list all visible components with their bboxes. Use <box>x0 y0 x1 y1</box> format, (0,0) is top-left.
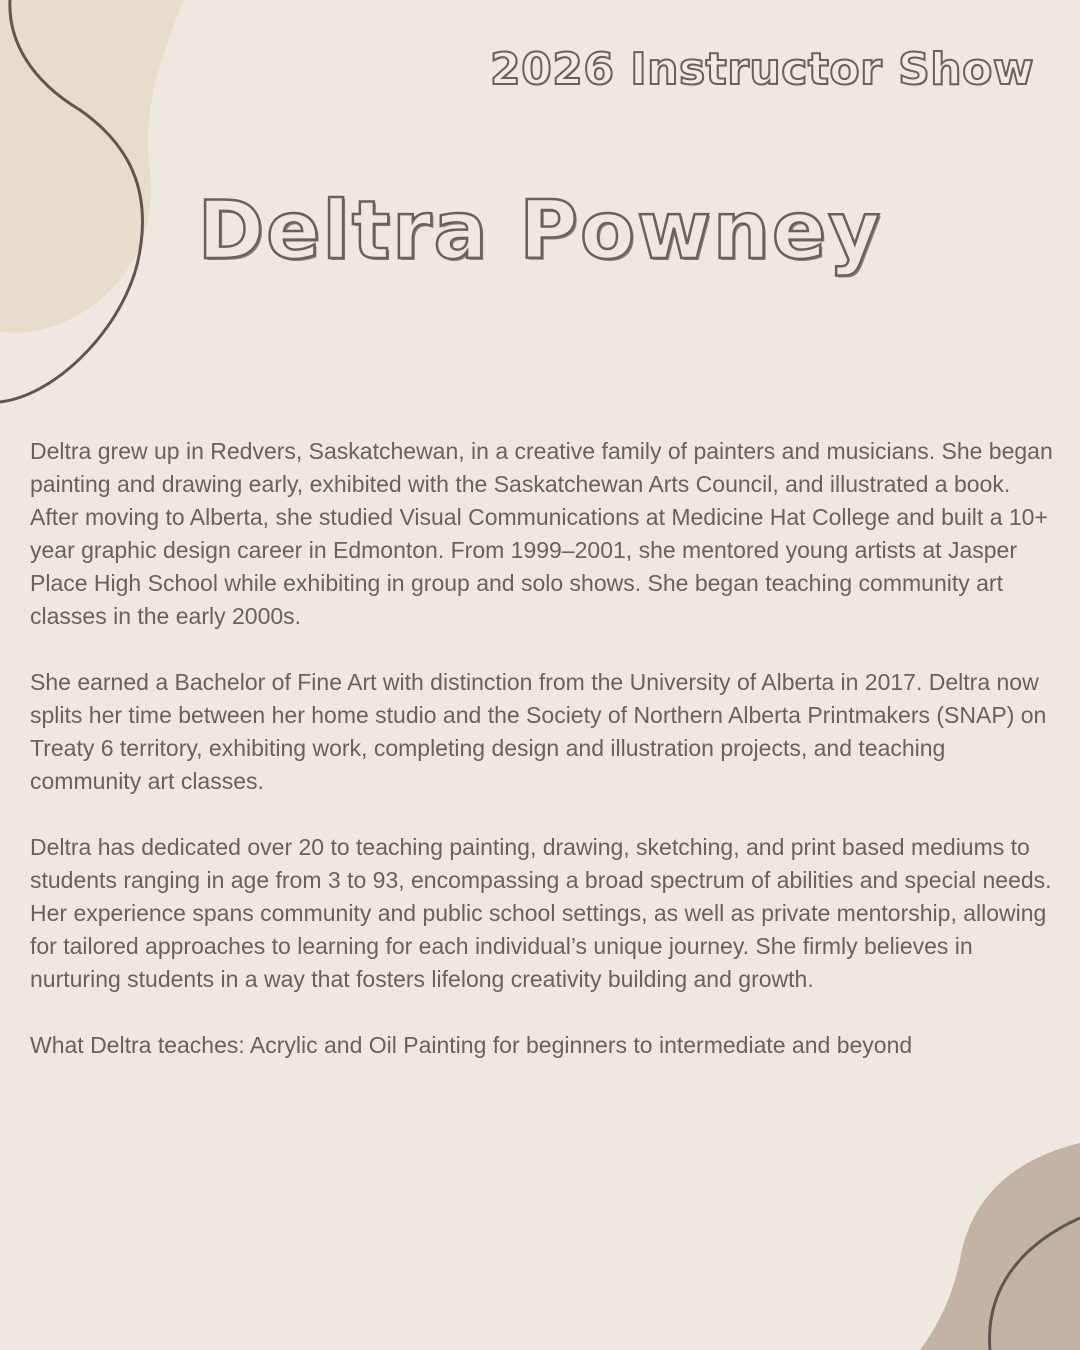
event-title: 2026 Instructor Show <box>490 44 1034 95</box>
bottom-right-blob <box>920 1143 1080 1350</box>
bottom-right-curve-line <box>990 1218 1080 1350</box>
bio-paragraph-what-teaches: What Deltra teaches: Acrylic and Oil Painting for beginners to intermediate and beyond <box>30 1032 913 1058</box>
instructor-name: Deltra Powney <box>197 184 883 277</box>
bio-paragraph-early-life: Deltra grew up in Redvers, Saskatchewan, in a creative family of painters and musicians. She began painting and drawing early, exhibited with the Saskatchewan Arts Council, and illustrated a book. After moving to Alberta, she studied Visual Communications at Medicine Hat College and built a 10+ year graphic design career in Edmonton. From 1999–2001, she mentored young artists at Jasper Place High School while exhibiting in group and solo shows. She began teaching community art classes in the early 2000s. <box>30 438 1053 629</box>
bio-paragraph-education: She earned a Bachelor of Fine Art with distinction from the University of Alberta in 2017. Deltra now splits her time between her home studio and the Society of Northern Alberta Printmakers (SNAP) on Treaty 6 territory, exhibiting work, completing design and illustration projects, and teaching community art classes. <box>30 669 1047 794</box>
instructor-bio <box>30 435 1060 1095</box>
bio-paragraph-teaching: Deltra has dedicated over 20 to teaching painting, drawing, sketching, and print based mediums to students ranging in age from 3 to 93, encompassing a broad spectrum of abilities and special needs. Her experience spans community and public school settings, as well as private mentorship, allowing for tailored approaches to learning for each individual’s unique journey. She firmly believes in nurturing students in a way that fosters lifelong creativity building and growth. <box>30 834 1052 992</box>
top-left-blob <box>0 0 183 333</box>
